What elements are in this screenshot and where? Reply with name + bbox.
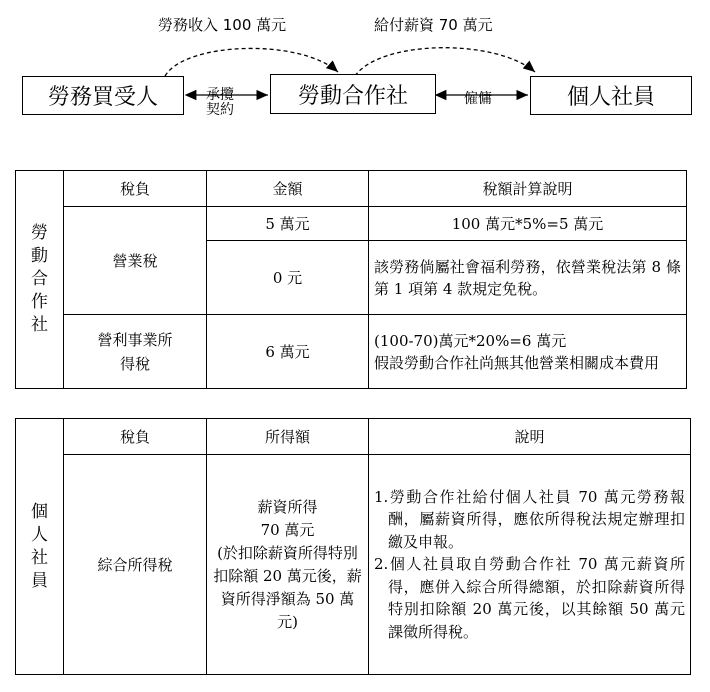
- flow-diagram: [0, 0, 710, 140]
- header-tax-2: 稅負: [64, 419, 207, 455]
- header-income: 所得額: [207, 419, 369, 455]
- member-group-label: 個 人 社 員: [16, 419, 64, 675]
- salary-income-cell: 薪資所得 70 萬元 (於扣除薪資所得特別扣除額 20 萬元後，薪資所得淨額為 50 萬元): [207, 455, 369, 675]
- cooperative-group-label: 勞 動 合 作 社: [16, 171, 64, 389]
- buyer-box: 勞務買受人: [22, 76, 184, 115]
- business-tax-label: 營業稅: [64, 207, 207, 315]
- contract-label: 承攬 契約: [206, 87, 234, 118]
- income-tax-explanation: (100-70)萬元*20%=6 萬元 假設勞動合作社尚無其他營業相關成本費用: [369, 315, 687, 389]
- salary-label: 給付薪資 70 萬元: [374, 16, 493, 34]
- header-explanation-2: 說明: [369, 419, 691, 455]
- business-tax-amount-1: 5 萬元: [207, 207, 369, 241]
- payment-arc-right: [355, 48, 535, 76]
- note-1: 1.勞動合作社給付個人社員 70 萬元勞務報酬，屬薪資所得，應依所得稅法規定辦理扣繳及申報。: [374, 487, 685, 551]
- income-tax-amount: 6 萬元: [207, 315, 369, 389]
- business-tax-explanation-1: 100 萬元*5%=5 萬元: [369, 207, 687, 241]
- member-box: 個人社員: [530, 76, 692, 115]
- header-amount: 金額: [207, 171, 369, 207]
- revenue-label: 勞務收入 100 萬元: [158, 16, 287, 34]
- member-tax-table: [15, 418, 691, 675]
- income-tax-label: 營利事業所 得稅: [64, 315, 207, 389]
- header-tax: 稅負: [64, 171, 207, 207]
- business-tax-amount-2: 0 元: [207, 241, 369, 315]
- business-tax-explanation-2: 該勞務倘屬社會福利勞務，依營業稅法第 8 條第 1 項第 4 款規定免稅。: [369, 241, 687, 315]
- cooperative-tax-table: [15, 170, 687, 389]
- payment-arc-left: [165, 48, 338, 76]
- header-explanation: 稅額計算說明: [369, 171, 687, 207]
- member-notes: [369, 455, 691, 675]
- employment-label: 僱傭: [464, 91, 492, 107]
- cooperative-box: 勞動合作社: [270, 74, 436, 114]
- note-2: 2.個人社員取自勞動合作社 70 萬元薪資所得，應併入綜合所得總額，於扣除薪資所得特別扣除額 20 萬元後，以其餘額 50 萬元課徵所得稅。: [374, 555, 685, 641]
- consolidated-income-tax-label: 綜合所得稅: [64, 455, 207, 675]
